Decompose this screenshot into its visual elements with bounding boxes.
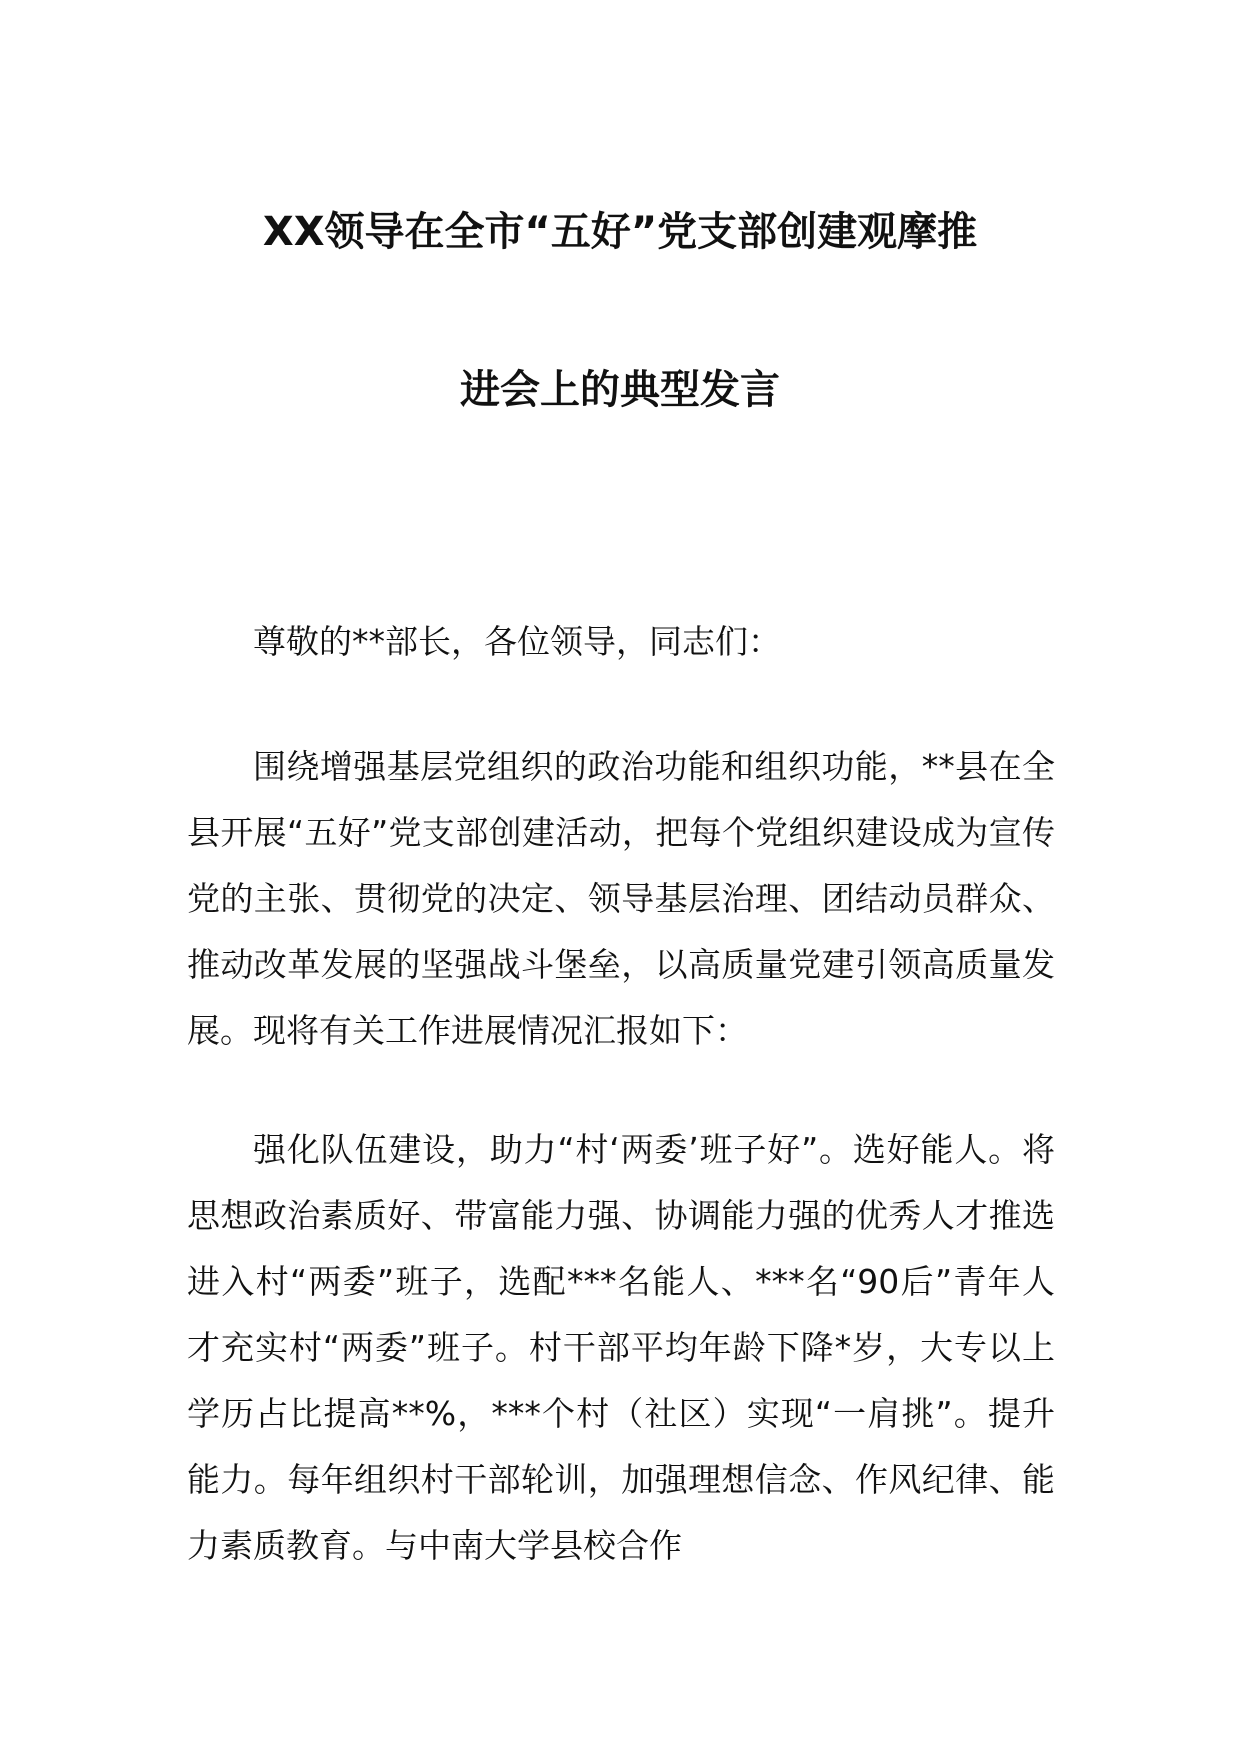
- salutation: 尊敬的**部长，各位领导，同志们：: [253, 622, 781, 661]
- document-title-line-2: 进会上的典型发言: [460, 367, 780, 413]
- paragraph-team-building: 强化队伍建设，助力“村‘两委’班子好”。选好能人。将思想政治素质好、带富能力强、协调能力强的优秀人才推选进入村“两委”班子，选配***名能人、***名“90后”青年人才充实村“两委”班子。村干部平均年龄下降*岁，大专以上学历占比提高**%，***个村（社区）实现“一肩挑”。提升能力。每年组织村干部轮训，加强理想信念、作风纪律、能力素质教育。与中南大学县校合作: [187, 1130, 1055, 1565]
- document-title-line-1: XX领导在全市“五好”党支部创建观摩推: [262, 209, 978, 255]
- paragraph-intro: 围绕增强基层党组织的政治功能和组织功能，**县在全县开展“五好”党支部创建活动，把每个党组织建设成为宣传党的主张、贯彻党的决定、领导基层治理、团结动员群众、推动改革发展的坚强战斗堡垒，以高质量党建引领高质量发展。现将有关工作进展情况汇报如下：: [187, 747, 1055, 1050]
